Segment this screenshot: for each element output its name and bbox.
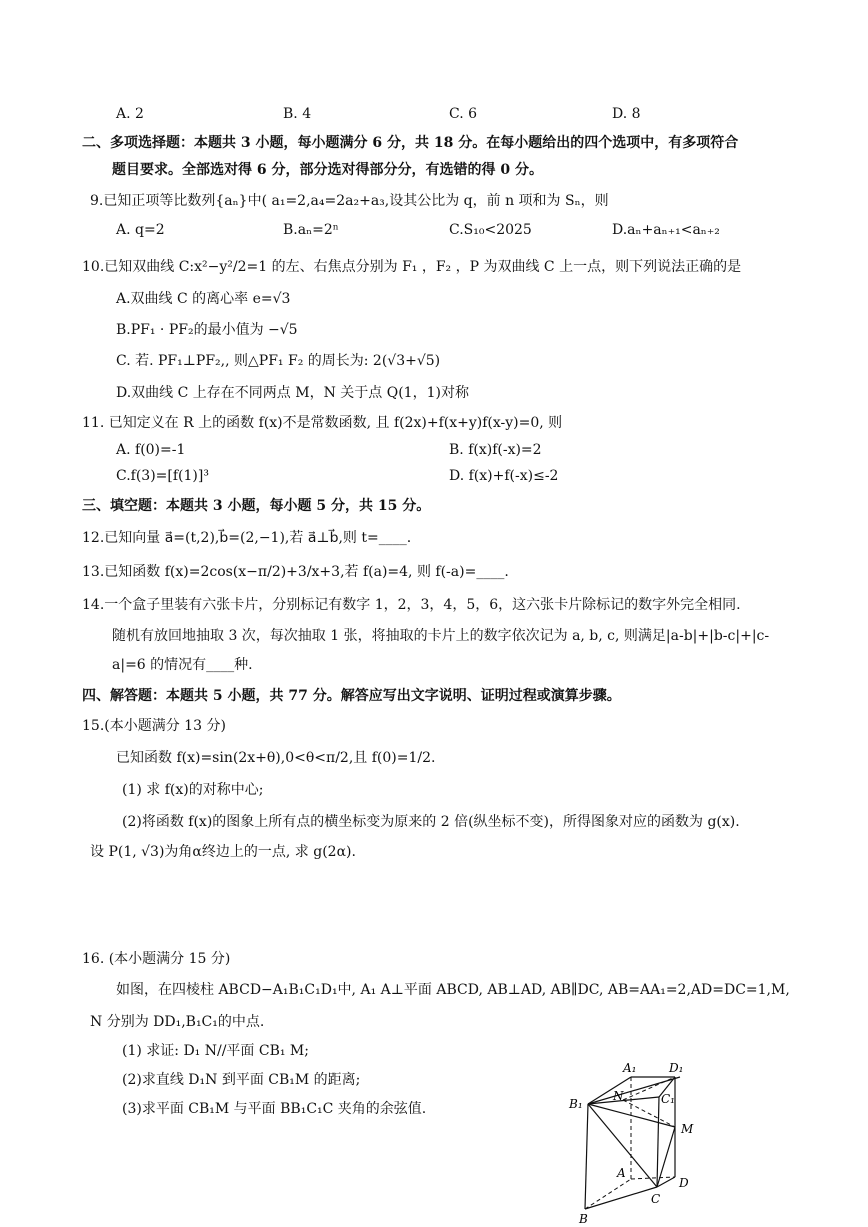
q9-option-c: C.S₁₀<2025 xyxy=(449,222,532,238)
q15-part2-cont: 设 P(1, √3)为角α终边上的一点, 求 g(2α). xyxy=(90,844,356,860)
label-m: M xyxy=(681,1122,694,1136)
section3-heading: 三、填空题：本题共 3 小题，每小题 5 分，共 15 分。 xyxy=(82,498,431,514)
q15-part2: (2)将函数 f(x)的图象上所有点的横坐标变为原来的 2 倍(纵坐标不变)，所得图象对应的函数为 g(x). xyxy=(122,814,740,830)
q10-option-b: B.PF₁ · PF₂的最小值为 −√5 xyxy=(116,322,298,338)
q14-line1: 14.一个盒子里装有六张卡片，分别标记有数字 1，2，3，4，5，6，这六张卡片除标记的数字外完全相同. xyxy=(82,597,741,613)
section2-heading: 二、多项选择题：本题共 3 小题，每小题满分 6 分，共 18 分。在每小题给出的四个选项中，有多项符合 xyxy=(82,135,739,151)
label-a1: A₁ xyxy=(623,1061,637,1075)
label-b1: B₁ xyxy=(569,1097,583,1111)
q10-stem: 10.已知双曲线 C:x²−y²/2=1 的左、右焦点分别为 F₁ ，F₂ ，P 为双曲线 C 上一点，则下列说法正确的是 xyxy=(82,259,742,275)
label-d1: D₁ xyxy=(669,1061,684,1075)
label-n: N xyxy=(613,1089,624,1103)
q14-line3: a|=6 的情况有____种. xyxy=(112,657,253,673)
q15-title: 15.(本小题满分 13 分) xyxy=(82,718,226,734)
q14-line2: 随机有放回地抽取 3 次，每次抽取 1 张，将抽取的卡片上的数字依次记为 a, b, c, 则满足|a-b|+|b-c|+|c- xyxy=(112,628,770,644)
q10-option-d: D.双曲线 C 上存在不同两点 M，N 关于点 Q(1，1)对称 xyxy=(116,385,469,401)
q16-title: 16. (本小题满分 15 分) xyxy=(82,951,231,967)
q11-option-d: D. f(x)+f(-x)≤-2 xyxy=(449,468,559,484)
q16-line2: N 分别为 DD₁,B₁C₁的中点. xyxy=(90,1014,265,1030)
section2-heading-cont: 题目要求。全部选对得 6 分，部分选对得部分分，有选错的得 0 分。 xyxy=(112,162,543,178)
q16-part3: (3)求平面 CB₁M 与平面 BB₁C₁C 夹角的余弦值. xyxy=(122,1101,427,1117)
q9-stem: 9.已知正项等比数列{aₙ}中( a₁=2,a₄=2a₂+a₃,设其公比为 q，前 n 项和为 Sₙ，则 xyxy=(90,193,609,209)
q9-option-b: B.aₙ=2ⁿ xyxy=(283,222,339,238)
q11-stem: 11. 已知定义在 R 上的函数 f(x)不是常数函数, 且 f(2x)+f(x+y)f(x-y)=0, 则 xyxy=(82,415,563,431)
label-d: D xyxy=(679,1176,689,1190)
q8-option-a: A. 2 xyxy=(116,106,144,122)
label-c: C xyxy=(651,1192,661,1206)
q11-option-a: A. f(0)=-1 xyxy=(116,442,186,458)
q10-option-a: A.双曲线 C 的离心率 e=√3 xyxy=(116,291,291,307)
q8-option-d: D. 8 xyxy=(612,106,641,122)
q10-option-c: C. 若. PF₁⊥PF₂,, 则△PF₁ F₂ 的周长为: 2(√3+√5) xyxy=(116,353,441,369)
q12: 12.已知向量 a⃗=(t,2),b⃗=(2,−1),若 a⃗⊥b⃗,则 t=____. xyxy=(82,530,412,546)
q9-option-d: D.aₙ+aₙ₊₁<aₙ₊₂ xyxy=(612,222,720,238)
q16-line1: 如图，在四棱柱 ABCD−A₁B₁C₁D₁中, A₁ A⊥平面 ABCD, AB⊥AD, AB∥DC, AB=AA₁=2,AD=DC=1,M, xyxy=(116,982,790,998)
label-c1: C₁ xyxy=(661,1092,675,1106)
q16-part1: (1) 求证: D₁ N//平面 CB₁ M; xyxy=(122,1043,309,1059)
q16-part2: (2)求直线 D₁N 到平面 CB₁M 的距离; xyxy=(122,1072,361,1088)
q15-part1: (1) 求 f(x)的对称中心; xyxy=(122,782,264,798)
q9-option-a: A. q=2 xyxy=(116,222,165,238)
q11-option-c: C.f(3)=[f(1)]³ xyxy=(116,468,209,484)
q11-option-b: B. f(x)f(-x)=2 xyxy=(449,442,542,458)
q13: 13.已知函数 f(x)=2cos(x−π/2)+3/x+3,若 f(a)=4, 则 f(-a)=____. xyxy=(82,564,509,580)
q15-given: 已知函数 f(x)=sin(2x+θ),0<θ<π/2,且 f(0)=1/2. xyxy=(116,750,436,766)
q8-option-c: C. 6 xyxy=(449,106,478,122)
section4-heading: 四、解答题：本题共 5 小题，共 77 分。解答应写出文字说明、证明过程或演算步骤。 xyxy=(82,688,621,704)
prism-figure xyxy=(565,1057,725,1227)
q8-option-b: B. 4 xyxy=(283,106,312,122)
label-a: A xyxy=(617,1166,626,1180)
label-b: B xyxy=(579,1212,588,1226)
